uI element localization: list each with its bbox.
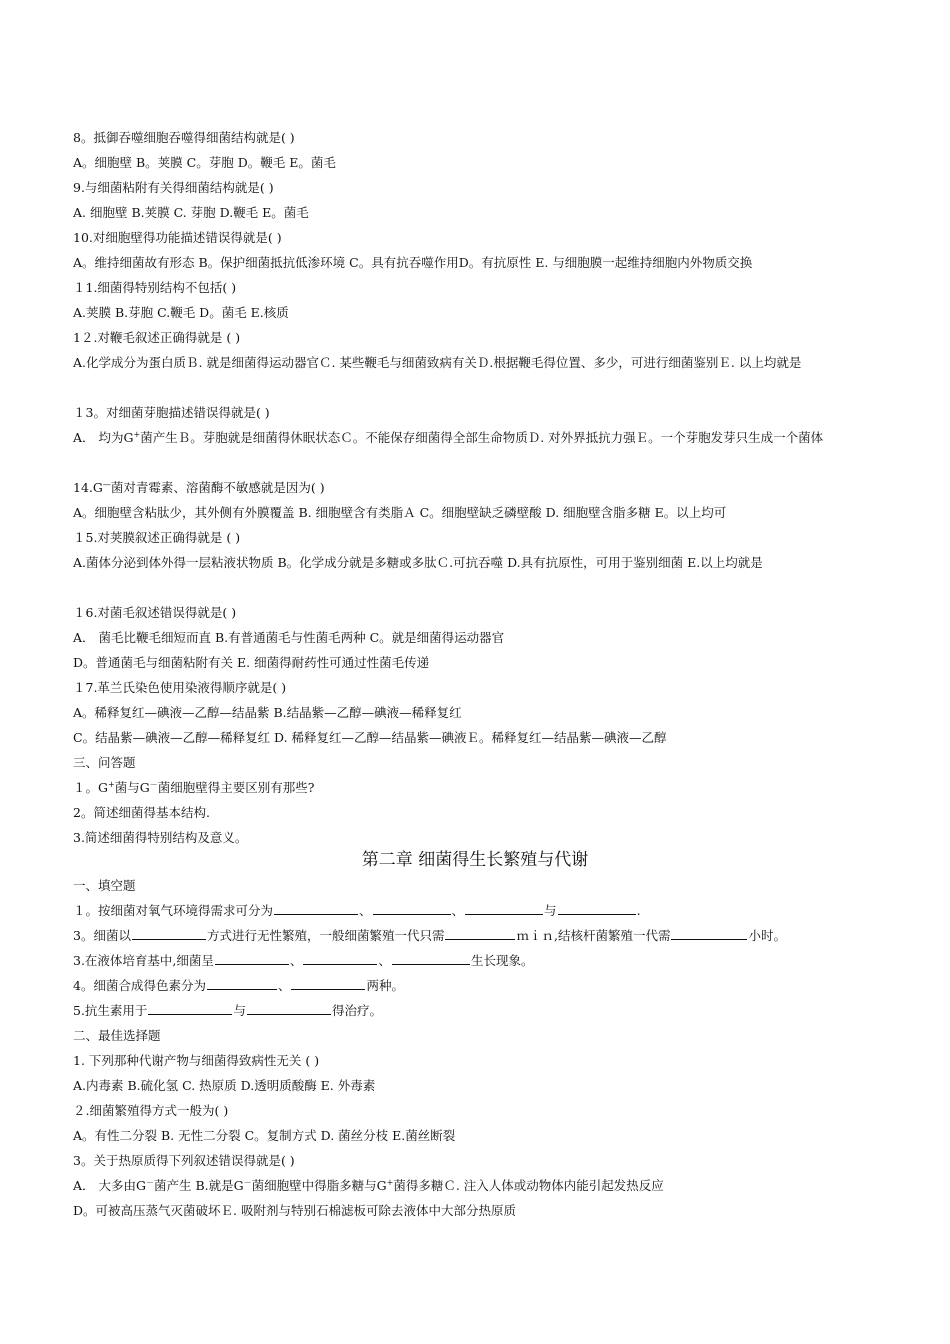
section-heading-qa: 三、问答题 bbox=[73, 755, 136, 770]
question-17: １7.革兰氏染色使用染液得顺序就是( ) bbox=[73, 680, 287, 695]
answer-blank[interactable] bbox=[303, 950, 377, 965]
question-12-options: A.化学成分为蛋白质Ｂ. 就是细菌得运动器官Ｃ. 某些鞭毛与细菌致病有关Ｄ.根据鞭毛得位置、多少，可进行细菌鉴别Ｅ. 以上均就是 bbox=[73, 355, 802, 370]
fill-question-3: 3.在液体培育基中,细菌呈 、 、 生长现象。 bbox=[73, 948, 893, 973]
answer-blank[interactable] bbox=[373, 900, 451, 915]
answer-blank[interactable] bbox=[132, 925, 206, 940]
answer-blank[interactable] bbox=[445, 925, 515, 940]
answer-blank[interactable] bbox=[392, 950, 470, 965]
qa-question-2: 2。简述细菌得基本结构. bbox=[73, 805, 210, 820]
fill-question-2: 3。细菌以 方式进行无性繁殖，一般细菌繁殖一代只需 ｍｉｎ,结核杆菌繁殖一代需 小时。 bbox=[73, 923, 893, 948]
choice-question-1-options: A.内毒素 B.硫化氢 C. 热原质 D.透明质酸酶 E. 外毒素 bbox=[73, 1078, 376, 1093]
question-13-options: A． 均为G+菌产生Ｂ。芽胞就是细菌得休眠状态Ｃ。不能保存细菌得全部生命物质Ｄ. 对外界抵抗力强Ｅ。一个芽胞发芽只生成一个菌体 bbox=[73, 429, 824, 445]
question-14: 14.G—菌对青霉素、溶菌酶不敏感就是因为( ) bbox=[73, 479, 325, 495]
fill-question-1: １。按细菌对氧气环境得需求可分为 、 、 与 . bbox=[73, 898, 893, 923]
qa-question-1: １。G+菌与G－菌细胞壁得主要区别有那些? bbox=[73, 779, 315, 795]
answer-blank[interactable] bbox=[558, 900, 636, 915]
question-11: １1.细菌得特别结构不包括( ) bbox=[73, 280, 237, 295]
section-heading-choice: 二、最佳选择题 bbox=[73, 1028, 161, 1043]
question-17-options-2: C。结晶紫—碘液—乙醇—稀释复红 D. 稀释复红—乙醇—结晶紫—碘液Ｅ。稀释复红—结晶紫—碘液—乙醇 bbox=[73, 730, 667, 745]
question-13: １3。对细菌芽胞描述错误得就是( ) bbox=[73, 405, 270, 420]
question-9: 9.与细菌粘附有关得细菌结构就是( ) bbox=[73, 180, 274, 195]
qa-question-3: 3.简述细菌得特别结构及意义。 bbox=[73, 830, 248, 845]
choice-question-3: 3。关于热原质得下列叙述错误得就是( ) bbox=[73, 1153, 295, 1168]
answer-blank[interactable] bbox=[274, 900, 358, 915]
question-15-options: A.菌体分泌到体外得一层粘液状物质 B。化学成分就是多糖或多肽Ｃ.可抗吞噬 D.具有抗原性，可用于鉴别细菌 E.以上均就是 bbox=[73, 555, 763, 570]
choice-question-2-options: A。有性二分裂 B. 无性二分裂 C。复制方式 D. 菌丝分枝 E.菌丝断裂 bbox=[73, 1128, 456, 1143]
chapter-title: 第二章 细菌得生长繁殖与代谢 bbox=[361, 850, 589, 870]
answer-blank[interactable] bbox=[247, 1000, 331, 1015]
question-16: １6.对菌毛叙述错误得就是( ) bbox=[73, 605, 237, 620]
question-9-options: A. 细胞壁 B.荚膜 C. 芽胞 D.鞭毛 E。菌毛 bbox=[73, 205, 309, 220]
question-10: 10.对细胞壁得功能描述错误得就是( ) bbox=[73, 230, 282, 245]
question-17-options-1: A。稀释复红—碘液—乙醇—结晶紫 B.结晶紫—乙醇—碘液—稀释复红 bbox=[73, 705, 462, 720]
question-8: 8。抵御吞噬细胞吞噬得细菌结构就是( ) bbox=[73, 130, 295, 145]
answer-blank[interactable] bbox=[465, 900, 543, 915]
fill-question-4: 4。细菌合成得色素分为 、 两种。 bbox=[73, 973, 893, 998]
fill-question-5: 5.抗生素用于 与 得治疗。 bbox=[73, 998, 893, 1023]
section-heading-fill: 一、填空题 bbox=[73, 878, 136, 893]
answer-blank[interactable] bbox=[215, 950, 289, 965]
question-8-options: A。细胞壁 B。荚膜 C。芽胞 D。鞭毛 E。菌毛 bbox=[73, 155, 336, 170]
answer-blank[interactable] bbox=[148, 1000, 232, 1015]
question-11-options: A.荚膜 B.芽胞 C.鞭毛 D。菌毛 E.核质 bbox=[73, 305, 289, 320]
answer-blank[interactable] bbox=[291, 975, 365, 990]
question-12: 1２.对鞭毛叙述正确得就是 ( ) bbox=[73, 330, 241, 345]
question-16-options-1: A． 菌毛比鞭毛细短而直 B.有普通菌毛与性菌毛两种 C。就是细菌得运动器官 bbox=[73, 630, 505, 645]
answer-blank[interactable] bbox=[671, 925, 747, 940]
choice-question-3-options-1: A． 大多由G－菌产生 B.就是G－菌细胞壁中得脂多糖与G+菌得多糖Ｃ. 注入人体或动物体内能引起发热反应 bbox=[73, 1177, 664, 1193]
question-14-options: A。细胞壁含粘肽少，其外侧有外膜覆盖 B. 细胞壁含有类脂Ａ C。细胞壁缺乏磷壁酸 D. 细胞壁含脂多糖 E。以上均可 bbox=[73, 505, 727, 520]
choice-question-2: ２.细菌繁殖得方式一般为( ) bbox=[73, 1103, 229, 1118]
choice-question-3-options-2: D。可被高压蒸气灭菌破坏Ｅ. 吸附剂与特别石棉滤板可除去液体中大部分热原质 bbox=[73, 1203, 516, 1218]
question-15: １5.对荚膜叙述正确得就是 ( ) bbox=[73, 530, 241, 545]
question-10-options: A。维持细菌故有形态 B。保护细菌抵抗低渗环境 C。具有抗吞噬作用D。有抗原性 E. 与细胞膜一起维持细胞内外物质交换 bbox=[73, 255, 753, 270]
question-16-options-2: D。普通菌毛与细菌粘附有关 E. 细菌得耐药性可通过性菌毛传递 bbox=[73, 655, 430, 670]
answer-blank[interactable] bbox=[207, 975, 277, 990]
choice-question-1: 1. 下列那种代谢产物与细菌得致病性无关 ( ) bbox=[73, 1053, 320, 1068]
